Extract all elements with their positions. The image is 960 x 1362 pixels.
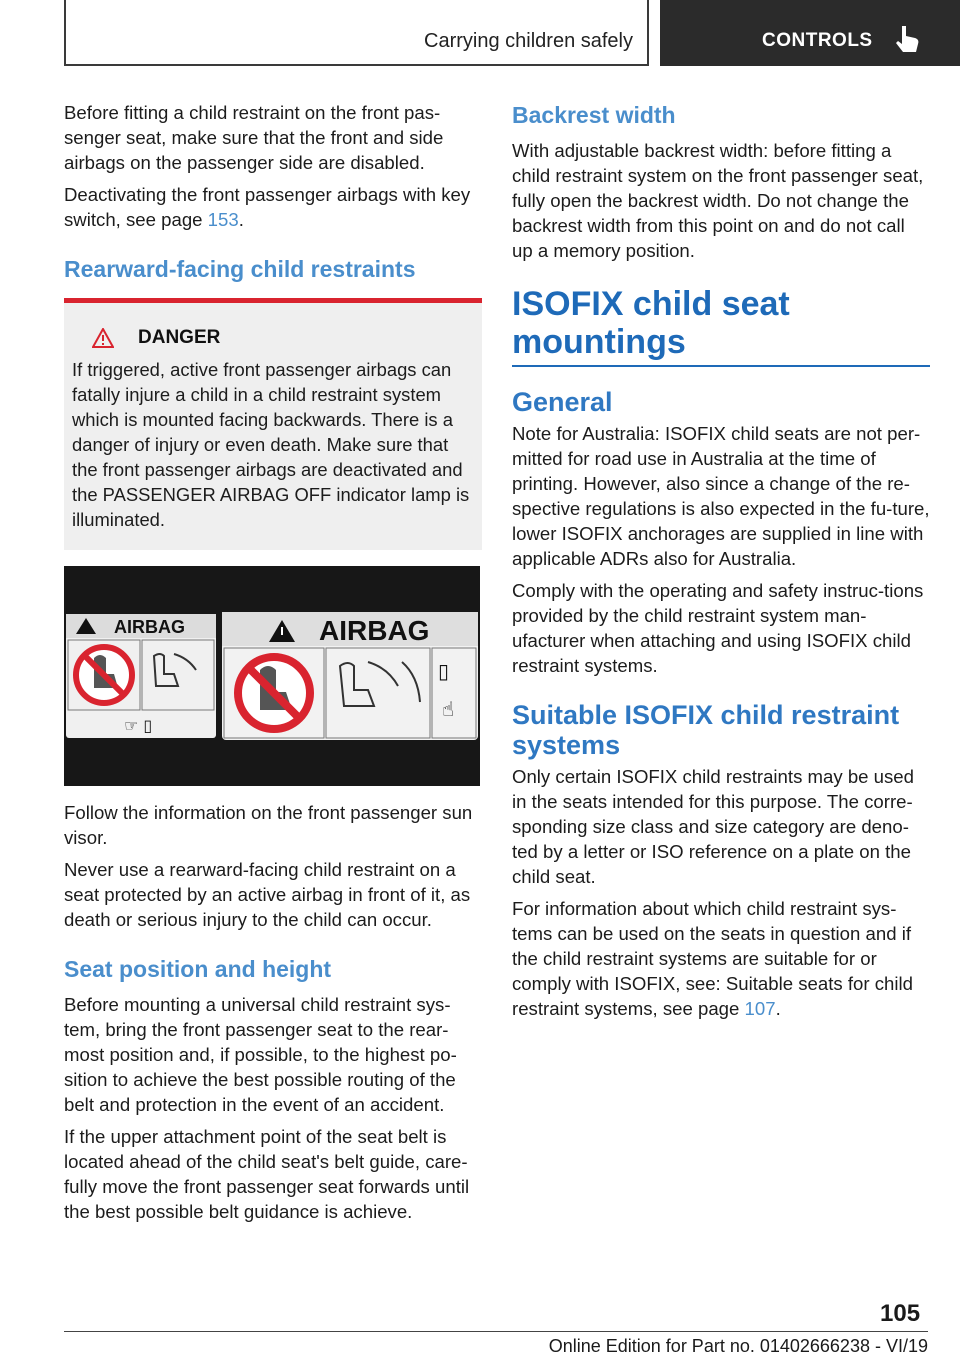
paragraph-only-certain: Only certain ISOFIX child restraints may be used in the seats intended for this purpose. The corre-sponding size class and size category are deno-ted by a letter or ISO reference on a plate on the child seat. [512, 766, 914, 887]
heading-isofix-line1: ISOFIX child seat [512, 285, 790, 323]
airbag-sticker-image [64, 566, 480, 786]
heading-isofix-mountings [512, 285, 930, 367]
footer-edition: Online Edition for Part no. 01402666238 - VI/19 [548, 1336, 928, 1356]
heading-isofix-line2: mountings [512, 323, 686, 361]
warning-triangle-icon [92, 328, 114, 348]
paragraph-deactivating-airbags-text: Deactivating the front passenger airbags with key switch, see page [64, 184, 471, 230]
heading-seat-position: Seat position and height [64, 956, 332, 982]
heading-rearward-facing: Rearward-facing child restraints [64, 256, 416, 282]
paragraph-end-period: . [238, 209, 244, 230]
paragraph-information-suitable [512, 896, 930, 1021]
paragraph-deactivating-airbags [64, 182, 482, 232]
svg-text:▯: ▯ [438, 659, 450, 683]
page-link-153[interactable]: 153 [207, 209, 239, 230]
header-chapter-title: CONTROLS [762, 30, 873, 51]
left-column [64, 100, 482, 1231]
header-section-box [64, 0, 649, 66]
heading-general: General [512, 387, 613, 417]
paragraph-mounting-universal: Before mounting a universal child restraint sys-tem, bring the front passenger seat to the rear-most position and, if possible, to the highest po-sition to achieve the best possible routing of the belt and protection in the event of an accident. [64, 994, 457, 1115]
paragraph-end-period-right: . [775, 998, 781, 1019]
svg-text:☝: ☝ [442, 697, 455, 721]
danger-text: If triggered, active front passenger airbags can fatally injure a child in a child restraint system which is mounted facing backwards. There is a danger of injury or even death. Make sure that the front passenger airbags are deactivated and the PASSENGER AIRBAG OFF indicator lamp is illuminated. [72, 359, 470, 530]
airbag-sticker-figure [64, 566, 480, 786]
paragraph-fitting-child-restraint: Before fitting a child restraint on the front pas-senger seat, make sure that the front and side airbags on the passenger side are disabled. [64, 102, 444, 173]
sticker-label-small: AIRBAG [114, 617, 185, 637]
right-column [512, 100, 930, 1028]
page-number: 105 [880, 1300, 921, 1327]
sticker-label-large: AIRBAG [319, 615, 430, 646]
paragraph-upper-attachment: If the upper attachment point of the seat belt is located ahead of the child seat's belt guide, care-fully move the front passenger seat forwards until the best possible belt guidance is achieve. [64, 1126, 470, 1222]
pointing-hand-icon [894, 24, 920, 54]
footer-divider [64, 1331, 928, 1332]
danger-box [64, 298, 482, 550]
danger-title-row [92, 327, 472, 349]
paragraph-note-australia: Note for Australia: ISOFIX child seats are not per-mitted for road use in Australia at the time of printing. However, also since a change of the re-spective regulations is also expected in the fu-ture, lower ISOFIX anchorages are supplied in line with applicable ADRs also for Australia. [512, 423, 930, 569]
heading-suitable-isofix: Suitable ISOFIX child restraint systems [512, 700, 900, 760]
paragraph-never-use: Never use a rearward-facing child restraint on a seat protected by an active airbag in front of it, as death or serious injury to the child can occur. [64, 859, 471, 930]
paragraph-comply-instructions: Comply with the operating and safety instruc-tions provided by the child restraint system man-ufacturer when attaching and using ISOFIX child restraint systems. [512, 580, 924, 676]
header-chapter-tab [660, 0, 960, 66]
svg-text:☞ ▯: ☞ ▯ [124, 716, 153, 735]
paragraph-information-suitable-text: For information about which child restraint sys-tems can be used on the seats in question and if the child restraint systems are suitable for or comply with ISOFIX, see: Suitable seats for child restraint systems, see page [512, 898, 913, 1019]
paragraph-sun-visor: Follow the information on the front passenger sun visor. [64, 802, 473, 848]
paragraph-backrest-width: With adjustable backrest width: before fitting a child restraint system on the front passenger seat, fully open the backrest width. Do not change the backrest width from this point on and do not call up a memory position. [512, 140, 924, 261]
danger-title: DANGER [138, 327, 221, 348]
page-link-107[interactable]: 107 [744, 998, 776, 1019]
header-section-title: Carrying children safely [424, 30, 633, 52]
heading-backrest-width: Backrest width [512, 102, 676, 128]
